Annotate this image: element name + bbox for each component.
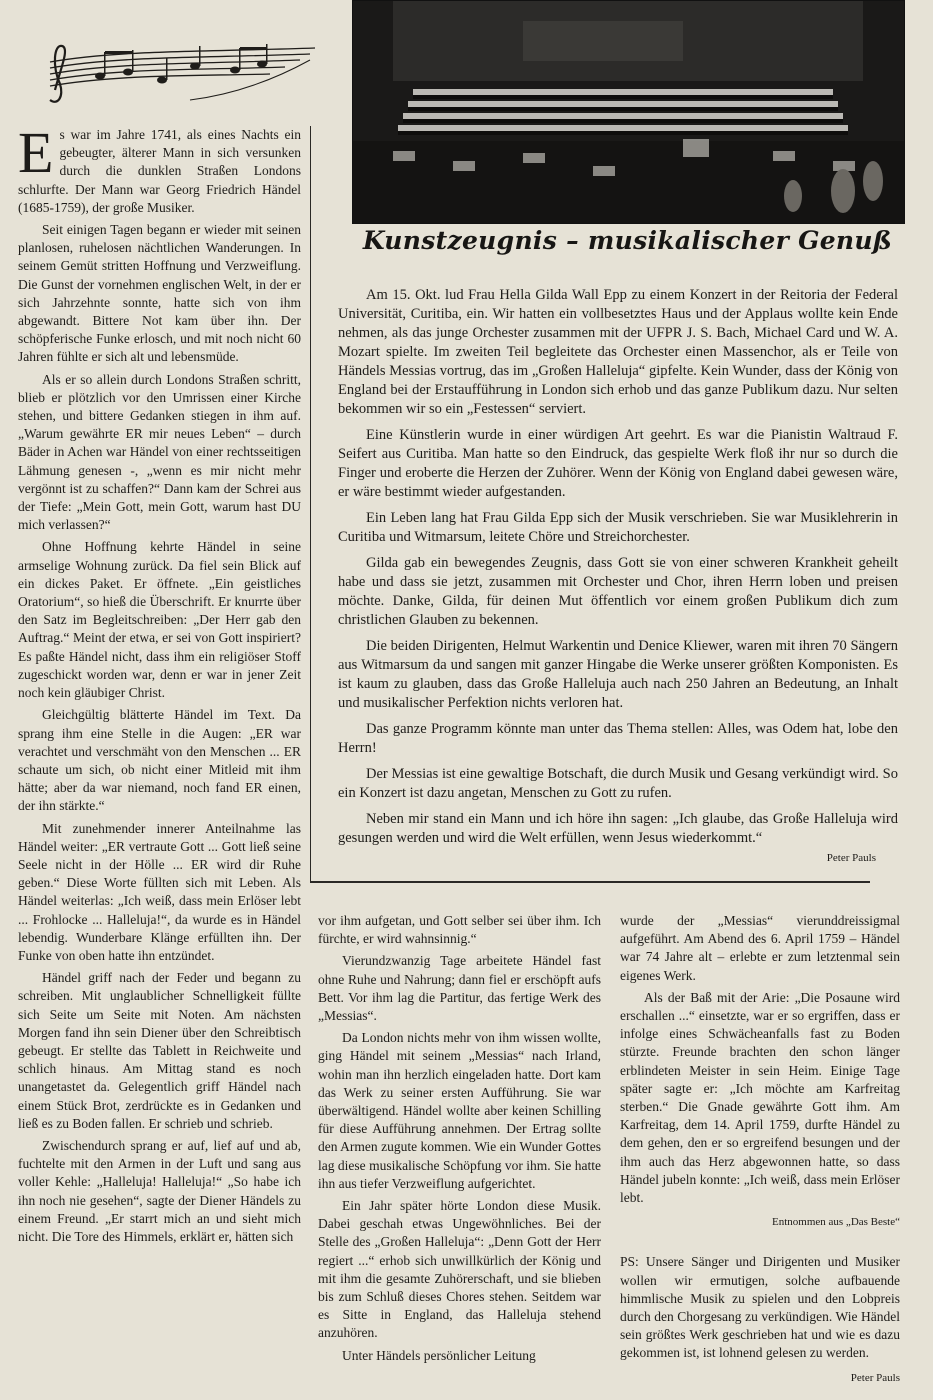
concert-article [338,286,898,868]
story-paragraph: Es war im Jahre 1741, als eines Nachts ein gebeugter, älterer Mann in sich versunken durch die dunklen Straßen Londons schlurfte. Der Mann war Georg Friedrich Händel (1685-1759), der große Musiker. [18,120,301,215]
story-paragraph: Händel griff nach der Feder und begann zu schreiben. Mit unglaublicher Schnelligkeit füllte sich Seite um Seite mit Noten. Am nächsten Morgen fand ihn sein Diener über den Schreibtisch gebeugt. Er stellte das Tablett in Reichweite und schlich hinaus. Am Mittag stand es noch unangetastet da. Gelegentlich griff Händel nach einem Stück Brot, zerdrückte es in Gedanken und ließ es zu Boden fallen. Er schrieb und schrieb. [18,970,301,1131]
concert-photo [352,0,905,224]
article-paragraph: Der Messias ist eine gewaltige Botschaft, die durch Musik und Gesang verkündigt wird. So ein Konzert ist dazu angetan, Menschen zu Gott zu rufen. [338,766,898,801]
article-headline: Kunstzeugnis – musikalischer Genuß [362,226,893,255]
section-divider [310,881,870,883]
story-paragraph: Vierundzwanzig Tage arbeitete Händel fast ohne Ruhe und Nahrung; dann fiel er erschöpft aufs Bett. Vor ihm lag die Partitur, das fertige Werk des „Messias“. [318,953,601,1024]
story-paragraph: Unter Händels persönlicher Leitung [342,1347,536,1363]
story-paragraph: Mit zunehmender innerer Anteilnahme las Händel weiter: „ER vertraute Gott ... Gott ließ seine Seele nicht in der Hölle ... ER wird dir Ruhe geben.“ Diese Worte füllten sich mit Leben. Als Händel weiterlas: „Ich weiß, dass mein Erlöser lebt ... Frohlocke ... Halleluja!“, da wurde es in Händel lebendig. Wunderbare Klänge erfüllten ihn. Der Funke von oben hatte ihn entzündet. [18,820,301,963]
story-paragraph: wurde der „Messias“ vierunddreissigmal aufgeführt. Am Abend des 6. April 1759 – Händel war 74 Jahre alt – erlebte er zum letztenmal sein eigenes Werk. [620,913,900,983]
story-paragraph: Gleichgültig blätterte Händel im Text. Da sprang ihm eine Stelle in die Augen: „ER war verachtet und verschmäht von den Menschen ... ER schaute um sich, ob nicht einer Mitleid mit ihm hätte; aber da war niemand, noch fand ER einen, der ihn stärkte.“ [18,707,301,814]
article-paragraph: Neben mir stand ein Mann und ich höre ihn sagen: „Ich glaube, das Große Halleluja wird gesungen werden und wird die Welt erfüllen, wenn Jesus wiederkommt.“ [338,811,898,846]
story-column-left [18,120,301,1250]
postscript: PS: Unsere Sänger und Dirigenten und Musiker wollen wir ermutigen, solche aufbauende himmlische Musik zu spielen und den Lobpreis durch den Chorgesang zu verkündigen. Wie Händel sein größtes Werk geschrieben hat und wie es dazu gekommen ist, ist lohnend gelesen zu werden. [620,1254,900,1361]
story-paragraph: Ohne Hoffnung kehrte Händel in seine armselige Wohnung zurück. Da fiel sein Blick auf ein dickes Paket. Er öffnete. „Ein geistliches Oratorium“, so hieß die Überschrift. Er knurrte über den Satz im Begleitschreiben: „Der Herr gab den Auftrag.“ Meint der etwa, er sei von Gott inspiriert? Es paßte Händel nicht, dass ihm ein religiöser Stoff zugeschickt worden war, denn er war in jener Zeit noch kein gläubiger Christ. [18,539,301,701]
story-paragraph: Als er so allein durch Londons Straßen schritt, blieb er plötzlich vor den Umrissen einer Kirche stehen, und bittere Gedanken stiegen in ihm auf. „Warum gewährte ER mir neues Leben“ – durch Bäder in Achen war Händel von einer rechtsseitigen Lähmung genesen -, „wenn es mir nicht mehr vergönnt ist zu schaffen?“ Dann kam der Schrei aus der Tiefe: „Mein Gott, mein Gott, warum hast DU mich verlassen?“ [18,371,301,533]
article-paragraph: Ein Leben lang hat Frau Gilda Epp sich der Musik verschrieben. Sie war Musiklehrerin in Curitiba und Witmarsum, leitete Chöre und Streichorchester. [338,510,898,545]
story-paragraph: Zwischendurch sprang er auf, lief auf und ab, fuchtelte mit den Armen in der Luft und sang aus voller Kehle: „Halleluja! Halleluja!“ „So habe ich ihn noch nie gesehen“, sagte der Diener Händels zu einem Freund. „Er starrt mich an und sieht mich nicht. Die Tore des Himmels, erklärt er, hätten sich [18,1137,301,1244]
article-paragraph: Gilda gab ein bewegendes Zeugnis, dass Gott sie von einer schweren Krankheit geheilt habe und dass sie jetzt, zusammen mit Orchester und Chor, ihren Herrn loben und preisen möchte. Danke, Gilda, für deinen Mut öffentlich vor einem großen Publikum dich zum christlichen Glauben zu bekennen. [338,555,898,628]
article-paragraph: Am 15. Okt. lud Frau Hella Gilda Wall Epp zu einem Konzert in der Reitoria der Federal Universität, Curitiba, ein. Wir hatten ein vollbesetztes Haus und der Applaus wollte kein Ende nehmen, als das junge Orchester zusammen mit der UFPR J. S. Bach, Michael Card und W. A. Mozart spielte. Im zweiten Teil begleitete das Orchester einen Massenchor, als er Teile von Händels Messias vortrug, das im „Großen Halleluja“ gipfelte. Kein Wunder, dass der König von England bei der Erstaufführung in London sich erhob und das ganze Publikum dazu. Nur selten bekommen wir so ein „Festessen“ serviert. [338,287,898,417]
story-column-right [620,912,900,1387]
story-paragraph: Seit einigen Tagen begann er wieder mit seinen planlosen, ruhelosen nächtlichen Wanderungen. In seinem Gemüt stritten Hoffnung und Verzweiflung. Die Gunst der vornehmen englischen Welt, in der er sich Jahrzehnte sonnte, hatte sich von ihm abgewandt. Bittere Not kam über ihn. Der schöpferische Funke erlosch, und mit noch nicht 60 Jahren fühlte er sich alt und lebensmüde. [18,222,301,365]
article-paragraph: Eine Künstlerin wurde in einer würdigen Art geehrt. Es war die Pianistin Waltraud F. Seifert aus Curitiba. Man hatte so den Eindruck, das gespielte Werk floß ihr nur so durch die Finger und eroberte die Herzen der Zuhörer. Wenn der König von England dabei gewesen wäre, er wäre bestimmt wieder aufgestanden. [338,427,898,500]
author-signature: Peter Pauls [826,852,876,864]
article-paragraph: Das ganze Programm könnte man unter das Thema stellen: Alles, was Odem hat, lobe den Herrn! [338,721,898,756]
music-staff-icon [30,40,320,110]
source-credit: Entnommen aus „Das Beste“ [772,1216,900,1229]
article-paragraph: Die beiden Dirigenten, Helmut Warkentin und Denice Kliewer, waren mit ihren 70 Sängern aus Witmarsum da und sangen mit ganzer Hingabe die Werke unserer größten Komponisten. Es ist kaum zu glauben, dass das Große Halleluja auch nach 250 Jahren an Bedeutung, an Inhalt und musikalischer Perfektion nichts verloren hat. [338,638,898,711]
drop-cap: E [18,120,54,185]
story-paragraph: Ein Jahr später hörte London diese Musik. Dabei geschah etwas Ungewöhnliches. Bei der Stelle des „Großen Halleluja“: „Denn Gott der Herr regiert ...“ erhob sich unwillkürlich der König und mit ihm die gesamte Zuhörerschaft, und sie blieben bis zum Schluß dieses Chores stehen. Seitdem war es Sitte in England, das Halleluja stehend anzuhören. [318,1198,601,1341]
column-divider [310,126,311,881]
story-paragraph: vor ihm aufgetan, und Gott selber sei über ihm. Ich fürchte, er wird wahnsinnig.“ [318,913,601,947]
story-paragraph: Als der Baß mit der Arie: „Die Posaune wird erschallen ...“ einsetzte, war er so ergriffen, dass er infolge eines Schwächeanfalls fast zu Boden stürzte. Freunde brachten den schon länger erblindeten Meister in sein Heim. Einige Tage später sagte er: „Ich möchte am Karfreitag sterben.“ Die Gnade gewährte Gott ihm. Am Karfreitag, dem 14. April 1759, durfte Händel zu dem gehen, den er so ergreifend besungen und der ihm auch das Herz abgewonnen hatte, so dass Händel jubeln konnte: „Ich weiß, dass mein Erlöser lebt. [620,989,900,1206]
author-signature: Peter Pauls [850,1371,900,1384]
story-column-middle [318,912,601,1369]
story-paragraph: Da London nichts mehr von ihm wissen wollte, ging Händel mit seinem „Messias“ nach Irland, wohin man ihn herzlich eingeladen hatte. Dort kam das Werk zu seiner ersten Aufführung. Sie war überwältigend. Händel wollte aber keinen Schilling für diese Aufführung annehmen. Der Ertrag sollte den Armen zugute kommen. Wie ein Wunder Gottes lag diese musikalische Schöpfung vor ihm. Sie hatte ihn aus tiefer Verzweiflung aufgerichtet. [318,1030,601,1191]
